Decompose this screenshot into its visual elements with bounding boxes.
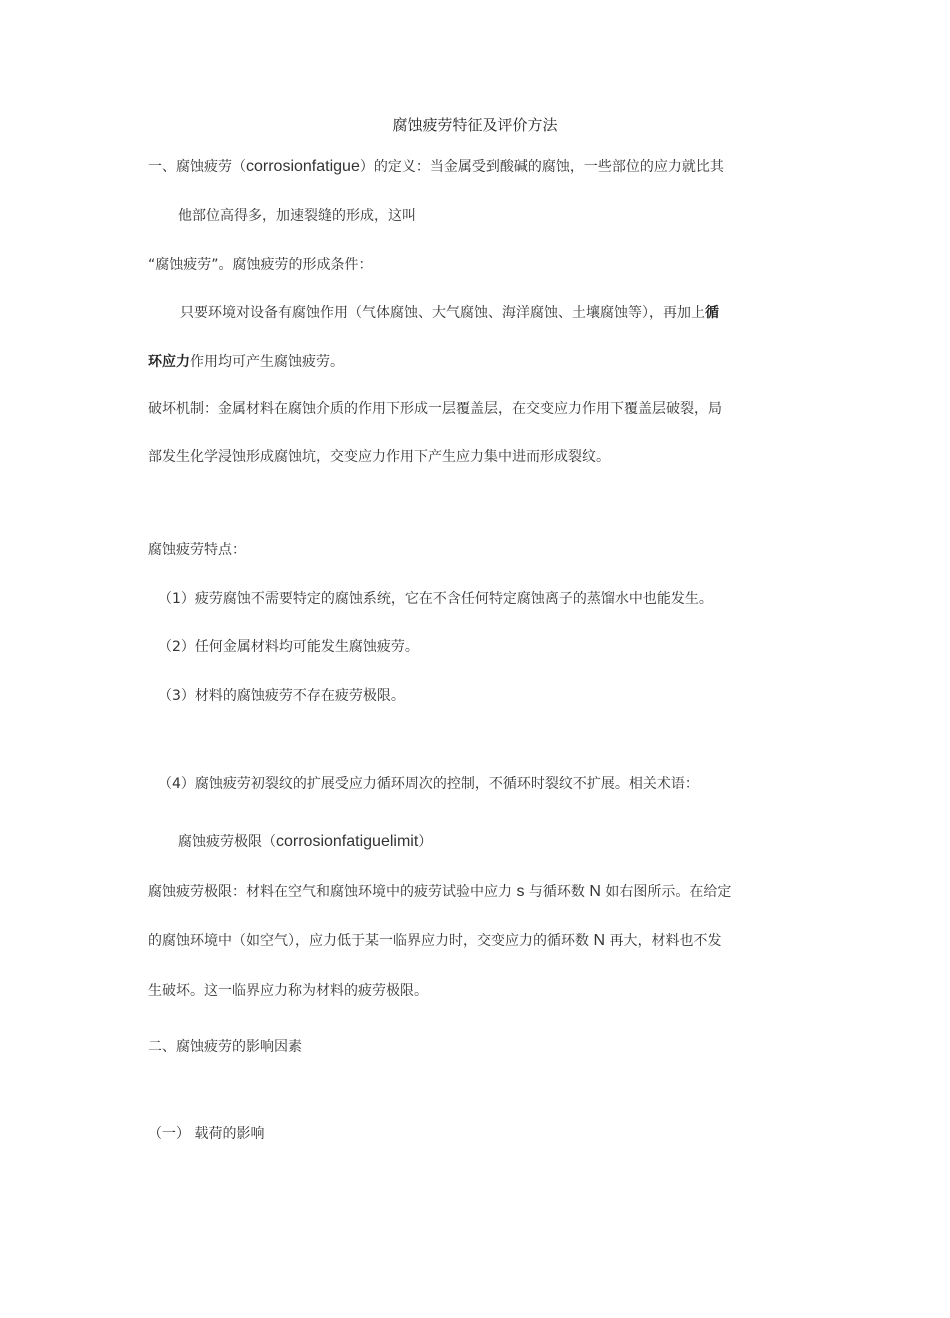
bold-term: 环应力 [148, 354, 190, 370]
section-2-heading: 二、腐蚀疲劳的影响因素 [148, 1039, 302, 1055]
feature-item: （3）材料的腐蚀疲劳不存在疲劳极限。 [158, 688, 405, 704]
limit-definition-line-3: 生破坏。这一临界应力称为材料的疲劳极限。 [148, 983, 428, 999]
feature-item: （1）疲劳腐蚀不需要特定的腐蚀系统，它在不含任何特定腐蚀离子的蒸馏水中也能发生。 [158, 591, 713, 607]
bold-term: 循 [705, 305, 719, 321]
features-heading: 腐蚀疲劳特点： [148, 542, 246, 558]
condition-line-1: 只要环境对设备有腐蚀作用（气体腐蚀、大气腐蚀、海洋腐蚀、土壤腐蚀等），再加上循 [180, 305, 719, 321]
subsection-heading: （一） 载荷的影响 [148, 1126, 265, 1142]
definition-line-3: “腐蚀疲劳”。腐蚀疲劳的形成条件： [148, 257, 373, 273]
mechanism-line-1: 破坏机制：金属材料在腐蚀介质的作用下形成一层覆盖层，在交变应力作用下覆盖层破裂，局 [148, 401, 722, 417]
definition-heading: 一、腐蚀疲劳（corrosionfatigue）的定义：当金属受到酸碱的腐蚀，一些部位的应力就比其 [148, 158, 724, 175]
mechanism-line-2: 部发生化学浸蚀形成腐蚀坑，交变应力作用下产生应力集中进而形成裂纹。 [148, 449, 610, 465]
limit-term: 腐蚀疲劳极限（corrosionfatiguelimit） [178, 833, 433, 850]
feature-item: （2）任何金属材料均可能发生腐蚀疲劳。 [158, 639, 419, 655]
limit-definition-line-1: 腐蚀疲劳极限：材料在空气和腐蚀环境中的疲劳试验中应力 s 与循环数 N 如右图所示。在给定 [148, 883, 732, 900]
condition-line-2: 环应力作用均可产生腐蚀疲劳。 [148, 354, 344, 370]
limit-definition-line-2: 的腐蚀环境中（如空气），应力低于某一临界应力时，交变应力的循环数 N 再大，材料也不发 [148, 932, 722, 949]
term-english: corrosionfatiguelimit [276, 833, 419, 850]
term-english: corrosionfatigue [246, 158, 360, 175]
document-title: 腐蚀疲劳特征及评价方法 [392, 116, 558, 134]
definition-line-2: 他部位高得多，加速裂缝的形成，这叫 [178, 208, 416, 224]
feature-item: （4）腐蚀疲劳初裂纹的扩展受应力循环周次的控制，不循环时裂纹不扩展。相关术语： [158, 776, 699, 792]
